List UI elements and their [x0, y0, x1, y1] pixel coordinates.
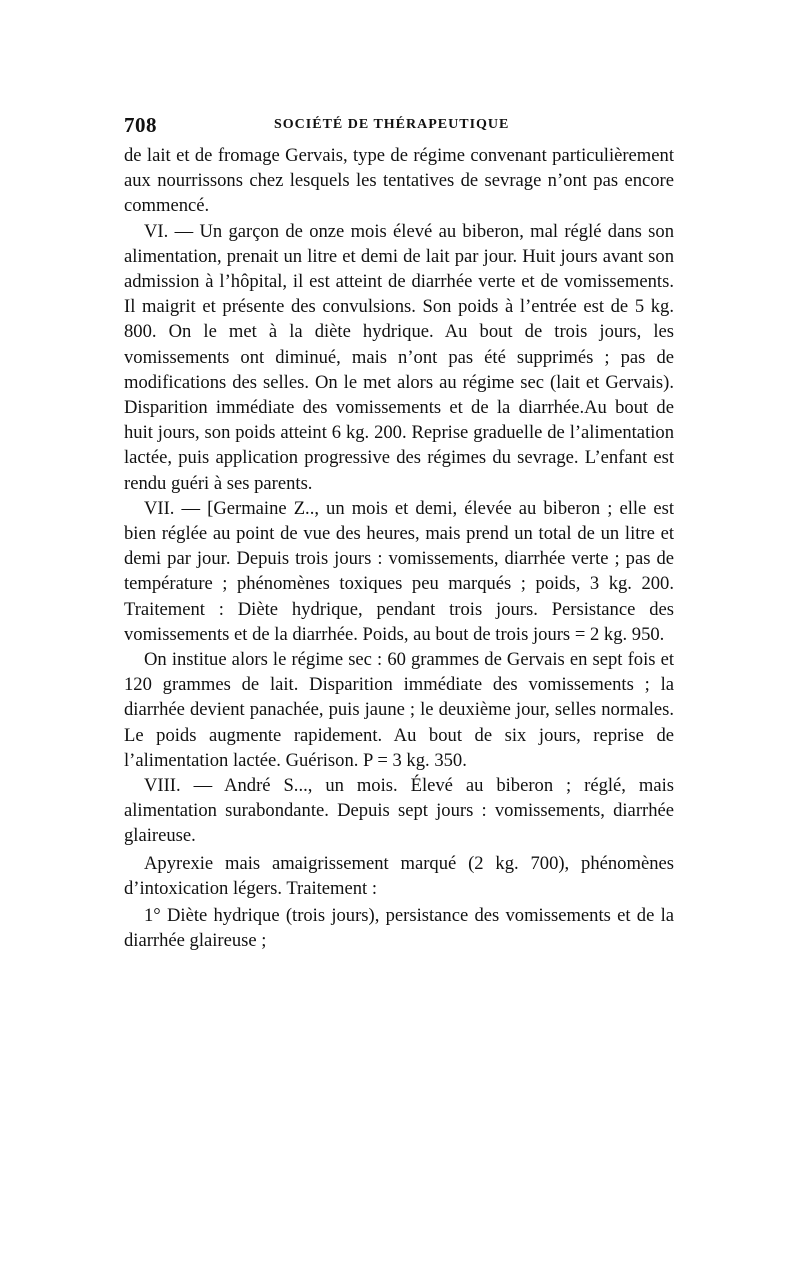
book-page	[124, 113, 674, 954]
running-head: SOCIÉTÉ DE THÉRAPEUTIQUE	[274, 117, 510, 132]
paragraph-case-vii-regime: On institue alors le régime sec : 60 grammes de Gervais en sept fois et 120 grammes de lait. Disparition immédiate des vomissements ; la diarrhée devient panachée, puis jaune ; le deuxième jour, selles normales. Le poids augmente rapidement. Au bout de six jours, reprise de l’alimentation lactée. Guérison. P = 3 kg. 350.	[124, 649, 674, 771]
page-number: 708	[124, 113, 157, 137]
paragraph-case-vii: VII. — [Germaine Z.., un mois et demi, élevée au biberon ; elle est bien réglée au point de vue des heures, mais prend un total de un litre et demi par jour. Depuis trois jours : vomissements, diarrhée verte ; pas de température ; phénomènes toxiques peu marqués ; poids, 3 kg. 200. Traitement : Diète hydrique, pendant trois jours. Persistance des vomissements et de la diarrhée. Poids, au bout de trois jours = 2 kg. 950.	[124, 497, 674, 645]
body-text	[124, 143, 674, 954]
paragraph-treatment-step-1: 1° Diète hydrique (trois jours), persistance des vomissements et de la diarrhée glaireuse ;	[124, 905, 674, 952]
paragraph-case-viii-status: Apyrexie mais amaigrissement marqué (2 kg. 700), phénomènes d’intoxication légers. Traitement :	[124, 852, 674, 899]
paragraph-case-vi: VI. — Un garçon de onze mois élevé au biberon, mal réglé dans son alimentation, prenait un litre et demi de lait par jour. Huit jours avant son admission à l’hôpital, il est atteint de diarrhée verte et de vomissements. Il maigrit et présente des convulsions. Son poids à l’entrée est de 5 kg. 800. On le met à la diète hydrique. Au bout de trois jours, les vomissements ont diminué, mais n’ont pas été supprimés ; pas de modifications des selles. On le met alors au régime sec (lait et Gervais). Disparition immédiate des vomissements et de la diarrhée.Au bout de huit jours, son poids atteint 6 kg. 200. Reprise graduelle de l’alimentation lactée, puis application progressive des régimes du sevrage. L’enfant est rendu guéri à ses parents.	[124, 220, 674, 494]
paragraph-continuation: de lait et de fromage Gervais, type de régime convenant particulièrement aux nourrissons chez lesquels les tentatives de sevrage n’ont pas encore commencé.	[124, 145, 674, 217]
paragraph-case-viii: VIII. — André S..., un mois. Élevé au biberon ; réglé, mais alimentation surabondante. Depuis sept jours : vomissements, diarrhée glaireuse.	[124, 775, 674, 847]
page-header	[124, 113, 674, 143]
